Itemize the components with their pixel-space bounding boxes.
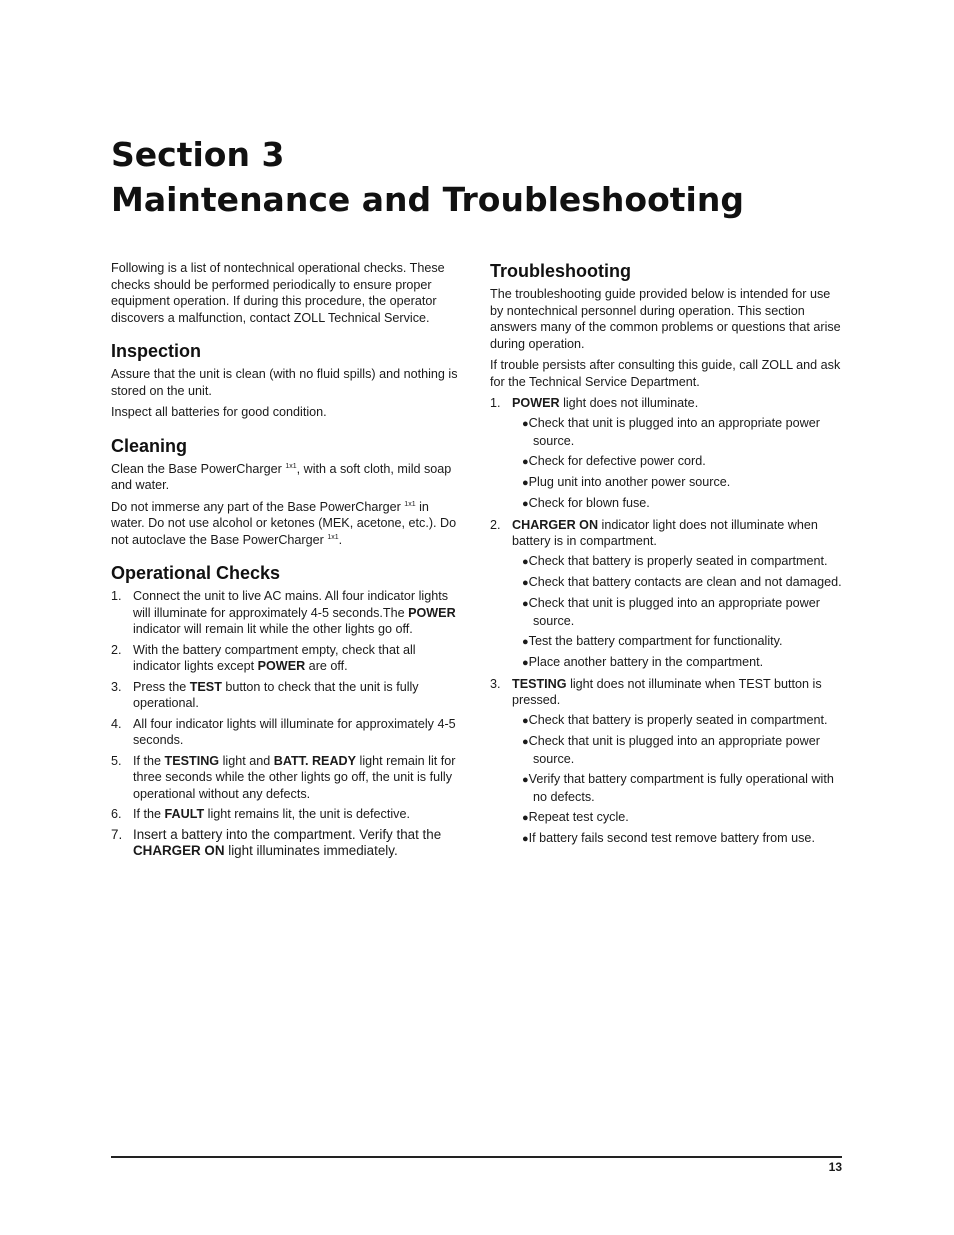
intro-paragraph: Following is a list of nontechnical operational checks. These checks should be performed periodically to ensure proper equipment operation. If during this procedure, the operator discovers a malfunction, contact ZOLL Technical Service.: [111, 261, 445, 325]
model-superscript: 1x1: [327, 533, 339, 541]
cleaning-section: [111, 435, 463, 549]
footer-rule: [111, 1156, 842, 1158]
bullet-item: ●Check that unit is plugged into an appropriate power source.: [522, 733, 820, 766]
bullet-item: ●Verify that battery compartment is fully operational with no defects.: [522, 771, 834, 804]
bullet-list: [512, 553, 842, 672]
inspection-heading: Inspection: [111, 341, 202, 361]
text-run: Check that battery is properly seated in compartment.: [528, 712, 828, 727]
bullet-item: ●Place another battery in the compartment.: [522, 654, 764, 669]
text-run: Verify that battery compartment is fully operational with no defects.: [528, 771, 834, 804]
title-line-1: Section 3: [111, 135, 285, 174]
bold-term: POWER: [408, 605, 456, 620]
bold-term: CHARGER ON: [133, 843, 225, 858]
bold-term: BATT. READY: [273, 753, 357, 768]
list-item: [111, 679, 463, 712]
text-run: Plug unit into another power source.: [528, 474, 731, 489]
bold-term: TESTING: [512, 676, 567, 691]
bold-term: FAULT: [164, 807, 205, 821]
item-number: 1.: [111, 589, 122, 603]
item-number: 5.: [111, 753, 122, 768]
text-run: light does not illuminate when TEST button is pressed.: [512, 676, 822, 707]
text-run: Check for defective power cord.: [528, 453, 706, 468]
item-number: 4.: [111, 716, 122, 731]
text-run: Press the: [133, 679, 190, 694]
bold-term: CHARGER ON: [512, 517, 599, 532]
bullet-item: ●Check that battery is properly seated in compartment.: [522, 712, 828, 727]
text-run: Connect the unit to live AC mains. All four indicator lights will illuminate for approximately 4-5 seconds.The: [133, 589, 449, 620]
bullet-item: ●Check that unit is plugged into an appropriate power source.: [522, 415, 820, 448]
text-run: Insert a battery into the compartment. Verify that the: [133, 826, 442, 842]
text-run: .: [338, 532, 343, 547]
inspection-paragraph-2: Inspect all batteries for good condition.: [111, 405, 327, 419]
list-item: [490, 517, 842, 672]
text-run: Do not immerse any part of the Base PowerCharger: [111, 499, 405, 514]
text-run: All four indicator lights will illuminate for approximately 4-5 seconds.: [133, 716, 456, 747]
bullet-list: [512, 712, 842, 848]
model-superscript: 1x1: [285, 462, 297, 470]
item-number: 3.: [490, 676, 501, 691]
cleaning-heading: Cleaning: [111, 435, 188, 456]
list-item: [111, 642, 463, 675]
model-superscript: 1x1: [404, 500, 416, 508]
list-item: [111, 716, 463, 749]
bullet-item: ●Check for defective power cord.: [522, 453, 706, 468]
list-item: [111, 588, 463, 638]
bullet-item: ●Check that battery contacts are clean and not damaged.: [522, 574, 842, 589]
text-run: Repeat test cycle.: [528, 809, 629, 824]
left-column: [111, 260, 463, 864]
text-run: If battery fails second test remove battery from use.: [528, 830, 815, 845]
text-run: Place another battery in the compartment.: [528, 654, 764, 669]
text-run: Check that unit is plugged into an appropriate power source.: [528, 415, 820, 448]
bold-term: TEST: [189, 679, 222, 694]
text-run: in water. Do not use alcohol or ketones (MEK, acetone, etc.). Do not autoclave the Base PowerCharger: [111, 499, 457, 547]
inspection-paragraph-1: Assure that the unit is clean (with no fluid spills) and nothing is stored on the unit.: [111, 367, 458, 398]
operational-checks-list: [111, 588, 463, 860]
troubleshooting-section: [490, 260, 842, 848]
bullet-list: [512, 415, 842, 513]
bullet-item: ●Check for blown fuse.: [522, 495, 650, 510]
text-run: Check that unit is plugged into an appropriate power source.: [528, 733, 820, 766]
text-run: light remain lit for three seconds while the other lights go off, the unit is fully operational without any defects.: [133, 753, 456, 801]
operational-checks-heading: Operational Checks: [111, 563, 281, 583]
text-run: are off.: [305, 659, 348, 673]
list-item: [490, 676, 842, 848]
item-number: 3.: [111, 679, 122, 694]
bullet-item: ●If battery fails second test remove battery from use.: [522, 830, 815, 845]
text-run: Check that battery contacts are clean and not damaged.: [528, 574, 842, 589]
operational-checks-section: [111, 562, 463, 860]
page-title: [111, 132, 744, 222]
title-line-2: Maintenance and Troubleshooting: [111, 180, 744, 219]
troubleshooting-heading: Troubleshooting: [490, 261, 631, 281]
text-run: indicator light does not illuminate when battery is in compartment.: [512, 517, 818, 548]
text-run: Clean the Base PowerCharger: [111, 461, 286, 476]
item-number: 7.: [111, 826, 123, 842]
troubleshooting-paragraph-2: If trouble persists after consulting this guide, call ZOLL and ask for the Technical Service Department.: [490, 358, 841, 389]
page-number: 13: [828, 1160, 842, 1174]
text-run: Check that battery is properly seated in compartment.: [528, 553, 828, 568]
list-item: [490, 395, 842, 513]
item-number: 6.: [111, 807, 122, 821]
item-number: 2.: [490, 517, 501, 532]
text-run: light does not illuminate.: [559, 396, 699, 410]
text-run: , with a soft cloth, mild soap and water.: [111, 461, 452, 492]
text-run: Test the battery compartment for functionality.: [528, 633, 783, 648]
text-run: light illuminates immediately.: [224, 843, 398, 858]
bullet-item: ●Repeat test cycle.: [522, 809, 629, 824]
list-item: [111, 806, 463, 823]
item-number: 2.: [111, 642, 122, 657]
text-run: button to check that the unit is fully operational.: [133, 679, 419, 710]
text-run: light remains lit, the unit is defective.: [204, 807, 410, 821]
cleaning-paragraph-1: [111, 461, 463, 494]
bullet-item: ●Plug unit into another power source.: [522, 474, 731, 489]
bold-term: TESTING: [164, 753, 220, 768]
text-run: Check for blown fuse.: [528, 495, 650, 510]
inspection-section: [111, 340, 463, 421]
text-run: If the: [133, 807, 165, 821]
cleaning-paragraph-2: [111, 499, 463, 549]
bold-term: POWER: [257, 659, 306, 673]
bullet-item: ●Test the battery compartment for functionality.: [522, 633, 783, 648]
bold-term: POWER: [512, 396, 560, 410]
text-run: Check that unit is plugged into an appropriate power source.: [528, 595, 820, 628]
bullet-item: ●Check that unit is plugged into an appropriate power source.: [522, 595, 820, 628]
troubleshooting-list: [490, 395, 842, 848]
list-item: [111, 753, 463, 803]
text-run: If the: [133, 753, 165, 768]
item-number: 1.: [490, 396, 501, 410]
text-run: indicator will remain lit while the other lights go off.: [133, 622, 413, 636]
list-item: [111, 827, 463, 860]
text-run: light and: [219, 753, 274, 768]
text-run: With the battery compartment empty, check that all indicator lights except: [133, 642, 416, 673]
right-column: [490, 260, 842, 852]
troubleshooting-paragraph-1: The troubleshooting guide provided below is intended for use by nontechnical personnel during operation. This section answers many of the common problems or questions that arise during operation.: [490, 287, 841, 351]
bullet-item: ●Check that battery is properly seated in compartment.: [522, 553, 828, 568]
